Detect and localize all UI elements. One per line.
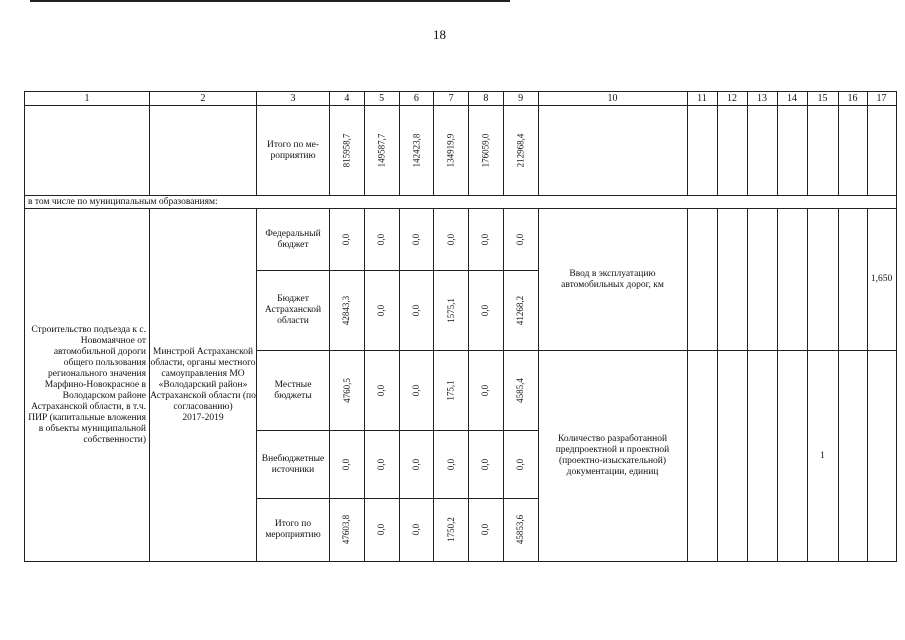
program-table — [24, 91, 897, 562]
source-value: 0,0 — [341, 458, 352, 470]
col-header: 3 — [257, 92, 330, 106]
source-value: 0,0 — [445, 233, 456, 245]
executor: Минстрой Астраханской области, органы местного самоуправления МО «Володарский район» Астраханской области (по согласованию) 2017-2019 — [150, 209, 257, 562]
source-value: 0,0 — [515, 233, 526, 245]
source-label: Итого по мероприятию — [257, 499, 330, 562]
col-header: 11 — [687, 92, 717, 106]
col-header: 5 — [364, 92, 399, 106]
total-value: 149587,7 — [376, 133, 387, 167]
source-value: 175,1 — [445, 379, 456, 401]
source-value: 0,0 — [376, 458, 387, 470]
source-value: 41268,2 — [515, 295, 526, 325]
subheader-row — [25, 196, 897, 209]
col-header: 4 — [330, 92, 365, 106]
indicator-col15: 1 — [807, 351, 838, 562]
source-value: 0,0 — [376, 384, 387, 396]
source-value: 0,0 — [410, 384, 421, 396]
municipal-subheader: в том числе по муниципальным образованиям: — [25, 196, 897, 209]
source-label: Местные бюджеты — [257, 351, 330, 431]
source-value: 0,0 — [480, 523, 491, 536]
source-value: 47603,8 — [341, 514, 352, 545]
total-value: 134919,9 — [445, 133, 456, 167]
source-value: 0,0 — [410, 523, 421, 536]
source-value: 0,0 — [445, 458, 456, 470]
total-value: 176059,0 — [480, 133, 491, 167]
source-value: 0,0 — [480, 304, 491, 316]
col-header: 7 — [434, 92, 469, 106]
source-value: 0,0 — [480, 233, 491, 245]
total-value: 212968,4 — [515, 133, 526, 167]
col-header: 15 — [807, 92, 838, 106]
col-header: 2 — [150, 92, 257, 106]
total-value: 815958,7 — [341, 133, 352, 167]
indicator-col17: 1,650 — [867, 209, 896, 351]
source-value: 4585,4 — [515, 377, 526, 403]
source-value: 1575,1 — [445, 297, 456, 323]
col-header: 1 — [25, 92, 150, 106]
source-value: 0,0 — [515, 458, 526, 470]
top-rule — [30, 0, 510, 2]
source-value: 0,0 — [341, 233, 352, 245]
page-number: 18 — [433, 27, 446, 42]
col-header: 8 — [469, 92, 504, 106]
source-value: 1750,2 — [445, 517, 456, 542]
source-label: Бюджет Астраханской области — [257, 271, 330, 351]
project-name: Строительство подъезда к с. Новомаячное от автомобильной дороги общего пользования регионального значения Марфино-Новокрасное в Володарском районе Астраханской области, в т.ч. ПИР (капитальные вложения в объекты муниципальной собственности) — [25, 209, 150, 562]
source-label: Внебюджетные источники — [257, 431, 330, 499]
source-value: 45853,6 — [515, 514, 526, 545]
source-value: 0,0 — [410, 304, 421, 316]
indicator-name: Количество разработанной предпроектной и проектной (проектно-изыскательной) документации, единиц — [538, 351, 687, 562]
indicator-name: Ввод в эксплуатацию автомобильных дорог, км — [538, 209, 687, 351]
col-header: 6 — [399, 92, 434, 106]
source-value: 42843,3 — [341, 295, 352, 325]
source-row — [25, 209, 897, 271]
source-value: 0,0 — [376, 523, 387, 536]
total-label: Итого по ме- роприятию — [257, 106, 330, 196]
col-header: 17 — [867, 92, 896, 106]
source-value: 4760,5 — [341, 377, 352, 403]
col-header: 16 — [838, 92, 867, 106]
total-row — [25, 106, 897, 196]
source-value: 0,0 — [376, 233, 387, 245]
source-value: 0,0 — [376, 304, 387, 316]
column-numbers-row — [25, 92, 897, 106]
source-label: Федеральный бюджет — [257, 209, 330, 271]
source-value: 0,0 — [410, 233, 421, 245]
source-value: 0,0 — [480, 458, 491, 470]
col-header: 14 — [777, 92, 807, 106]
source-value: 0,0 — [410, 458, 421, 470]
col-header: 9 — [503, 92, 538, 106]
col-header: 12 — [717, 92, 747, 106]
col-header: 10 — [538, 92, 687, 106]
total-value: 142423,8 — [410, 133, 421, 167]
col-header: 13 — [747, 92, 777, 106]
source-value: 0,0 — [480, 384, 491, 396]
